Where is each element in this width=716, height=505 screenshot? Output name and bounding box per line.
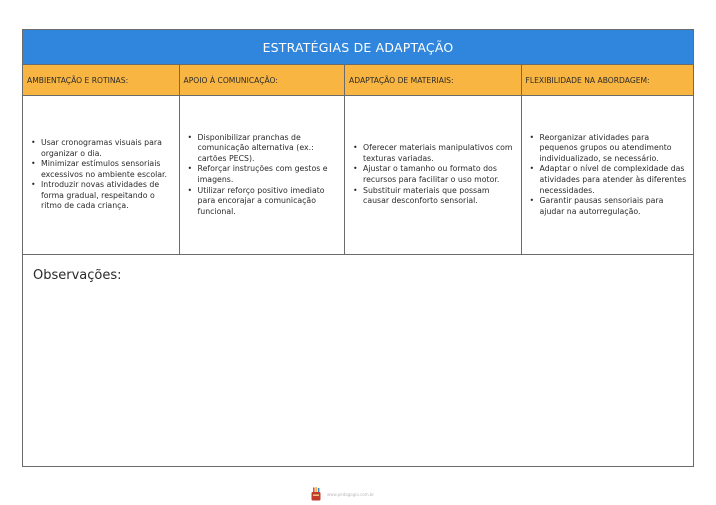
column-flexibility: [522, 96, 693, 254]
list-item: • Introduzir novas atividades de forma gradual, respeitando o ritmo de cada criança.: [41, 180, 175, 212]
list-item: • Disponibilizar pranchas de comunicação alternativa (ex.: cartões PECS).: [198, 133, 341, 165]
bullet-list: [528, 133, 689, 218]
list-item: • Utilizar reforço positivo imediato para encorajar a comunicação funcional.: [198, 186, 341, 218]
footer-brand: [310, 487, 374, 501]
column-header-materials: ADAPTAÇÃO DE MATERIAIS:: [345, 65, 521, 95]
column-header-routines: AMBIENTAÇÃO E ROTINAS:: [23, 65, 180, 95]
list-item: • Reforçar instruções com gestos e imagens.: [198, 164, 341, 185]
footer-site-text: www.pedagogia.com.br: [327, 491, 375, 497]
adaptation-strategies-sheet: [22, 29, 694, 467]
column-header-flexibility: FLEXIBILIDADE NA ABORDAGEM:: [522, 65, 693, 95]
list-item: • Substituir materiais que possam causar desconforto sensorial.: [363, 186, 516, 207]
pencil-cup-logo-icon: [310, 487, 322, 501]
observations-label: Observações:: [33, 268, 122, 283]
list-item: • Oferecer materiais manipulativos com texturas variadas.: [363, 143, 516, 164]
list-item: • Reorganizar atividades para pequenos grupos ou atendimento individualizado, se necessário.: [540, 133, 689, 165]
list-item: • Adaptar o nível de complexidade das atividades para atender às diferentes necessidades.: [540, 164, 689, 196]
column-routines: [23, 96, 180, 254]
strategies-row: [23, 96, 693, 255]
bullet-list: [351, 143, 516, 207]
list-item: • Usar cronogramas visuais para organizar o dia.: [41, 138, 175, 159]
column-headers-row: [23, 65, 693, 96]
list-item: • Ajustar o tamanho ou formato dos recursos para facilitar o uso motor.: [363, 164, 516, 185]
column-communication: [180, 96, 346, 254]
sheet-title: ESTRATÉGIAS DE ADAPTAÇÃO: [23, 30, 693, 65]
list-item: • Minimizar estímulos sensoriais excessivos no ambiente escolar.: [41, 159, 175, 180]
column-header-communication: APOIO À COMUNICAÇÃO:: [180, 65, 346, 95]
column-materials: [345, 96, 521, 254]
bullet-list: [186, 133, 341, 218]
list-item: • Garantir pausas sensoriais para ajudar na autorregulação.: [540, 196, 689, 217]
bullet-list: [29, 138, 175, 212]
